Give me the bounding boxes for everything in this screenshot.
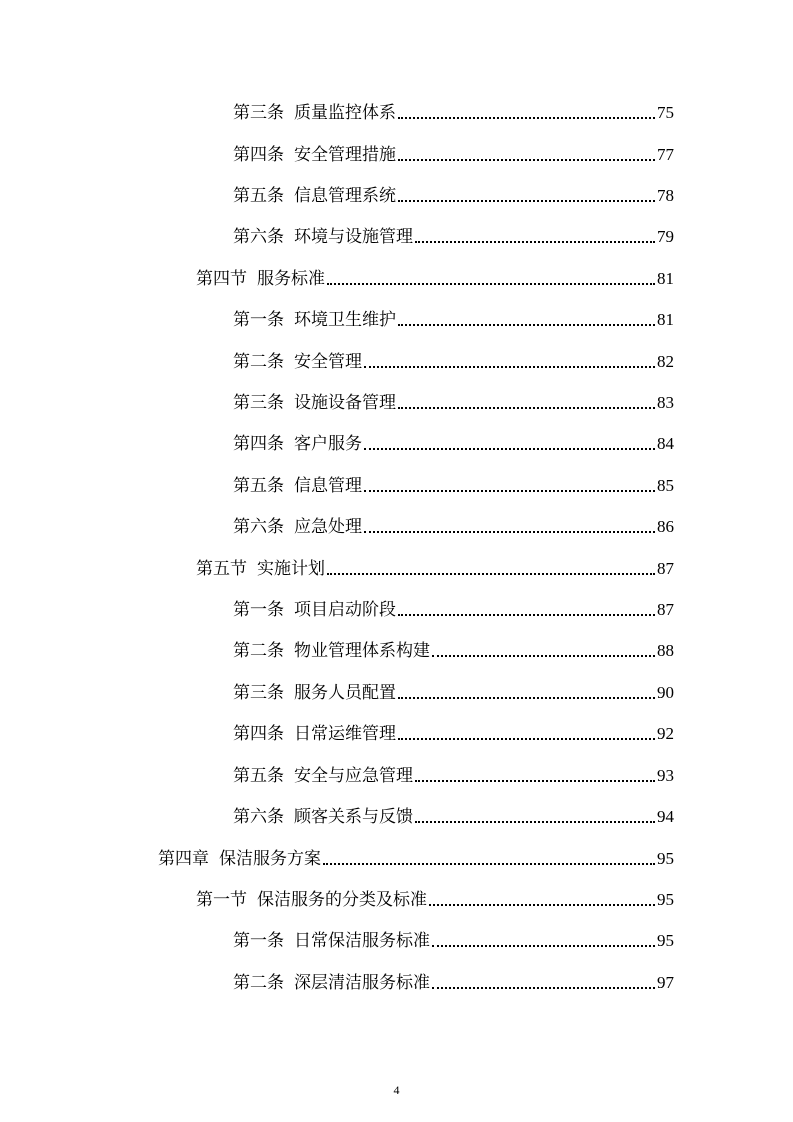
- toc-entry-title: 安全与应急管理: [294, 766, 413, 786]
- toc-entry-label: 第一条: [233, 931, 284, 951]
- toc-entry[interactable]: [0, 715, 674, 745]
- dot-leader: [398, 159, 655, 161]
- dot-leader: [429, 904, 655, 906]
- toc-entry[interactable]: [0, 508, 674, 538]
- toc-entry-title: 环境与设施管理: [294, 227, 413, 247]
- toc-entry-page: 85: [657, 476, 674, 495]
- dot-leader: [398, 324, 655, 326]
- dot-leader: [364, 531, 655, 533]
- toc-entry-page: 88: [657, 641, 674, 660]
- dot-leader: [415, 241, 655, 243]
- toc-entry-page: 87: [657, 600, 674, 619]
- toc-entry-title: 安全管理措施: [294, 145, 396, 165]
- toc-entry-page: 95: [657, 849, 674, 868]
- toc-entry-title: 质量监控体系: [294, 103, 396, 123]
- toc-entry-label: 第一条: [233, 310, 284, 330]
- dot-leader: [415, 780, 655, 782]
- toc-entry-label: 第二条: [233, 352, 284, 372]
- toc-entry-page: 93: [657, 766, 674, 785]
- dot-leader: [398, 738, 655, 740]
- toc-entry-page: 97: [657, 973, 674, 992]
- toc-entry-label: 第四条: [233, 145, 284, 165]
- toc-entry[interactable]: [0, 798, 674, 828]
- toc-entry-label: 第六条: [233, 227, 284, 247]
- toc-entry-label: 第四条: [233, 434, 284, 454]
- page-number: 4: [393, 1083, 400, 1097]
- toc-entry[interactable]: [0, 550, 674, 580]
- toc-entry-label: 第四条: [233, 724, 284, 744]
- toc-entry-title: 物业管理体系构建: [294, 641, 430, 661]
- dot-leader: [327, 283, 655, 285]
- toc-entry[interactable]: [0, 840, 674, 870]
- dot-leader: [398, 200, 655, 202]
- toc-entry[interactable]: [0, 177, 674, 207]
- toc-entry[interactable]: [0, 674, 674, 704]
- toc-entry-label: 第一节: [196, 890, 247, 910]
- toc-entry-page: 83: [657, 393, 674, 412]
- toc-entry-label: 第一条: [233, 600, 284, 620]
- toc-entry-page: 92: [657, 724, 674, 743]
- toc-entry-label: 第六条: [233, 807, 284, 827]
- toc-entry-page: 94: [657, 807, 674, 826]
- toc-entry-title: 服务标准: [257, 269, 325, 289]
- toc-entry-title: 设施设备管理: [294, 393, 396, 413]
- toc-entry-page: 84: [657, 434, 674, 453]
- toc-entry[interactable]: [0, 218, 674, 248]
- dot-leader: [398, 117, 655, 119]
- toc-entry-page: 79: [657, 227, 674, 246]
- toc-entry-page: 81: [657, 269, 674, 288]
- dot-leader: [432, 655, 655, 657]
- toc-entry[interactable]: [0, 136, 674, 166]
- toc-entry[interactable]: [0, 94, 674, 124]
- toc-entry[interactable]: [0, 384, 674, 414]
- toc-entry-page: 78: [657, 186, 674, 205]
- dot-leader: [432, 945, 655, 947]
- toc-entry-title: 项目启动阶段: [294, 600, 396, 620]
- toc-entry-title: 保洁服务方案: [219, 849, 321, 869]
- toc-entry[interactable]: [0, 343, 674, 373]
- dot-leader: [364, 490, 655, 492]
- toc-entry[interactable]: [0, 881, 674, 911]
- toc-entry-title: 日常保洁服务标准: [294, 931, 430, 951]
- dot-leader: [364, 448, 655, 450]
- toc-entry-title: 客户服务: [294, 434, 362, 454]
- toc-entry-title: 应急处理: [294, 517, 362, 537]
- toc-entry[interactable]: [0, 632, 674, 662]
- toc-entry-title: 日常运维管理: [294, 724, 396, 744]
- dot-leader: [398, 407, 655, 409]
- toc-entry-label: 第四章: [158, 849, 209, 869]
- toc-entry-page: 81: [657, 310, 674, 329]
- toc-entry[interactable]: [0, 964, 674, 994]
- toc-entry-page: 95: [657, 890, 674, 909]
- toc-entry-label: 第三条: [233, 103, 284, 123]
- toc-entry-title: 顾客关系与反馈: [294, 807, 413, 827]
- toc-entry-title: 信息管理系统: [294, 186, 396, 206]
- toc-entry-page: 77: [657, 145, 674, 164]
- toc-entry-title: 深层清洁服务标准: [294, 973, 430, 993]
- dot-leader: [432, 987, 655, 989]
- toc-entry[interactable]: [0, 425, 674, 455]
- dot-leader: [364, 366, 655, 368]
- toc-entry-label: 第三条: [233, 393, 284, 413]
- toc-entry-label: 第五条: [233, 476, 284, 496]
- toc-entry-label: 第六条: [233, 517, 284, 537]
- toc-entry[interactable]: [0, 260, 674, 290]
- toc-entry[interactable]: [0, 757, 674, 787]
- toc-entry-label: 第五条: [233, 766, 284, 786]
- toc-entry-page: 75: [657, 103, 674, 122]
- toc-entry-label: 第五条: [233, 186, 284, 206]
- toc-entry[interactable]: [0, 922, 674, 952]
- dot-leader: [398, 697, 655, 699]
- toc-entry-label: 第二条: [233, 641, 284, 661]
- toc-entry-title: 实施计划: [257, 559, 325, 579]
- dot-leader: [327, 573, 655, 575]
- toc-entry-label: 第五节: [196, 559, 247, 579]
- toc-entry-label: 第四节: [196, 269, 247, 289]
- dot-leader: [415, 821, 655, 823]
- toc-entry[interactable]: [0, 301, 674, 331]
- toc-entry-label: 第三条: [233, 683, 284, 703]
- toc-entry-label: 第二条: [233, 973, 284, 993]
- toc-entry-title: 保洁服务的分类及标准: [257, 890, 427, 910]
- toc-entry-title: 服务人员配置: [294, 683, 396, 703]
- toc-entry-page: 95: [657, 931, 674, 950]
- toc-entry-title: 信息管理: [294, 476, 362, 496]
- toc-entry[interactable]: [0, 467, 674, 497]
- dot-leader: [323, 863, 655, 865]
- toc-entry-title: 安全管理: [294, 352, 362, 372]
- dot-leader: [398, 614, 655, 616]
- toc-entry-page: 86: [657, 517, 674, 536]
- toc-entry-page: 90: [657, 683, 674, 702]
- toc-entry-title: 环境卫生维护: [294, 310, 396, 330]
- toc-entry[interactable]: [0, 591, 674, 621]
- toc-entry-page: 82: [657, 352, 674, 371]
- toc-entry-page: 87: [657, 559, 674, 578]
